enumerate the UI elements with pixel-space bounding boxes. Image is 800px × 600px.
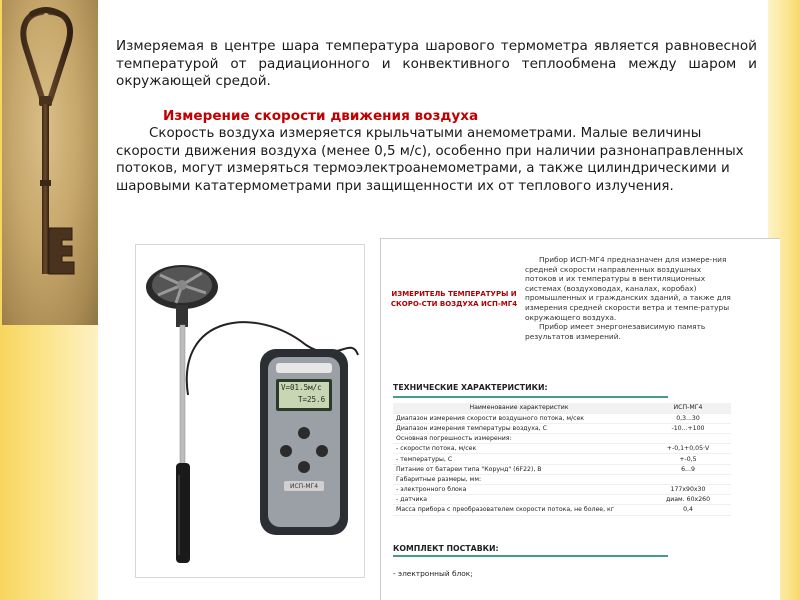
spec-value-cell: 6...9 (645, 464, 731, 474)
kit-item: - электронный блок; (393, 569, 473, 578)
spec-value-cell: 0,3...30 (645, 413, 731, 423)
doc-description-2: Прибор имеет энергонезависимую память результатов измерений. (525, 322, 706, 341)
table-row (393, 464, 731, 474)
doc-description-1: Прибор ИСП-МГ4 предназначен для измере-ния средней скорости направленных воздушных потоков и их температуры в вентиляционных системах (воздуховодах, каналах, коробах) промышленных и гражданских зданий, а также для измерения средней скорости ветра и темпе-ратуры окружающего воздуха. (525, 255, 731, 322)
main-text (116, 38, 757, 195)
spec-value-cell: диам. 60x260 (645, 495, 731, 505)
table-row (393, 495, 731, 505)
spec-name-cell: - температуры, С (393, 454, 645, 464)
spec-value-cell: 0,4 (645, 505, 731, 515)
spec-value-cell: -10...+100 (645, 423, 731, 433)
spec-value-cell: 177x90x30 (645, 485, 731, 495)
spec-name-cell: - скорости потока, м/сек (393, 444, 645, 454)
spec-value-cell (645, 434, 731, 444)
paragraph-air-velocity: Скорость воздуха измеряется крыльчатыми анемометрами. Малые величины скорости движения воздуха (менее 0,5 м/с), особенно при наличии разнонаправленных потоков, могут измеряться термоэлектроанемометрами, а также цилиндрическими и шаровыми кататермометрами при защищенности их от теплового излучения. (116, 126, 744, 194)
table-row (393, 505, 731, 515)
specs-divider (393, 396, 668, 398)
antique-key-image (2, 0, 98, 325)
spec-value-cell: +-0,1+0,05·V (645, 444, 731, 454)
key-icon (2, 0, 98, 325)
spec-name-cell: Основная погрешность измерения: (393, 434, 645, 444)
spec-value-cell: ИСП-МГ4 (645, 403, 731, 413)
kit-heading: КОМПЛЕКТ ПОСТАВКИ: (393, 544, 499, 553)
table-row (393, 423, 731, 433)
paragraph-ball-thermometer: Измеряемая в центре шара температура шарового термометра является равновесной температурой от радиационного и конвективного теплообмена между шаром и окружающей средой. (116, 38, 757, 89)
spec-value-cell (645, 474, 731, 484)
table-row (393, 413, 731, 423)
spec-name-cell: Питание от батареи типа "Корунд" (6F22), В (393, 464, 645, 474)
device-display-line2: T=25.6 (298, 395, 326, 404)
spec-name-cell: Диапазон измерения скорости воздушного потока, м/сек (393, 413, 645, 423)
anemometer-device-icon (136, 245, 366, 579)
spec-name-cell: - электронного блока (393, 485, 645, 495)
specs-table (393, 403, 731, 516)
table-row (393, 454, 731, 464)
table-row (393, 485, 731, 495)
spec-name-cell: Диапазон измерения температуры воздуха, С (393, 423, 645, 433)
spec-name-cell: Габаритные размеры, мм: (393, 474, 645, 484)
section-heading: Измерение скорости движения воздуха (163, 107, 479, 124)
spec-value-cell: +-0,5 (645, 454, 731, 464)
table-row (393, 434, 731, 444)
device-brand-label: ИСП-МГ4 (290, 483, 319, 490)
device-display-line1: V=01.5м/с (281, 383, 322, 392)
spec-name-cell: Масса прибора с преобразователем скорости потока, не более, кг (393, 505, 645, 515)
table-row (393, 444, 731, 454)
doc-description (525, 255, 733, 341)
spec-name-cell: Наименование характеристик (393, 403, 645, 413)
specs-heading: ТЕХНИЧЕСКИЕ ХАРАКТЕРИСТИКИ: (393, 383, 548, 392)
table-row (393, 403, 731, 413)
table-row (393, 474, 731, 484)
spec-name-cell: - датчика (393, 495, 645, 505)
device-spec-document (380, 238, 780, 600)
anemometer-photo (135, 244, 365, 578)
doc-title: ИЗМЕРИТЕЛЬ ТЕМПЕРАТУРЫ И СКОРО-СТИ ВОЗДУХА ИСП-МГ4 (390, 290, 518, 308)
kit-divider (393, 555, 668, 557)
